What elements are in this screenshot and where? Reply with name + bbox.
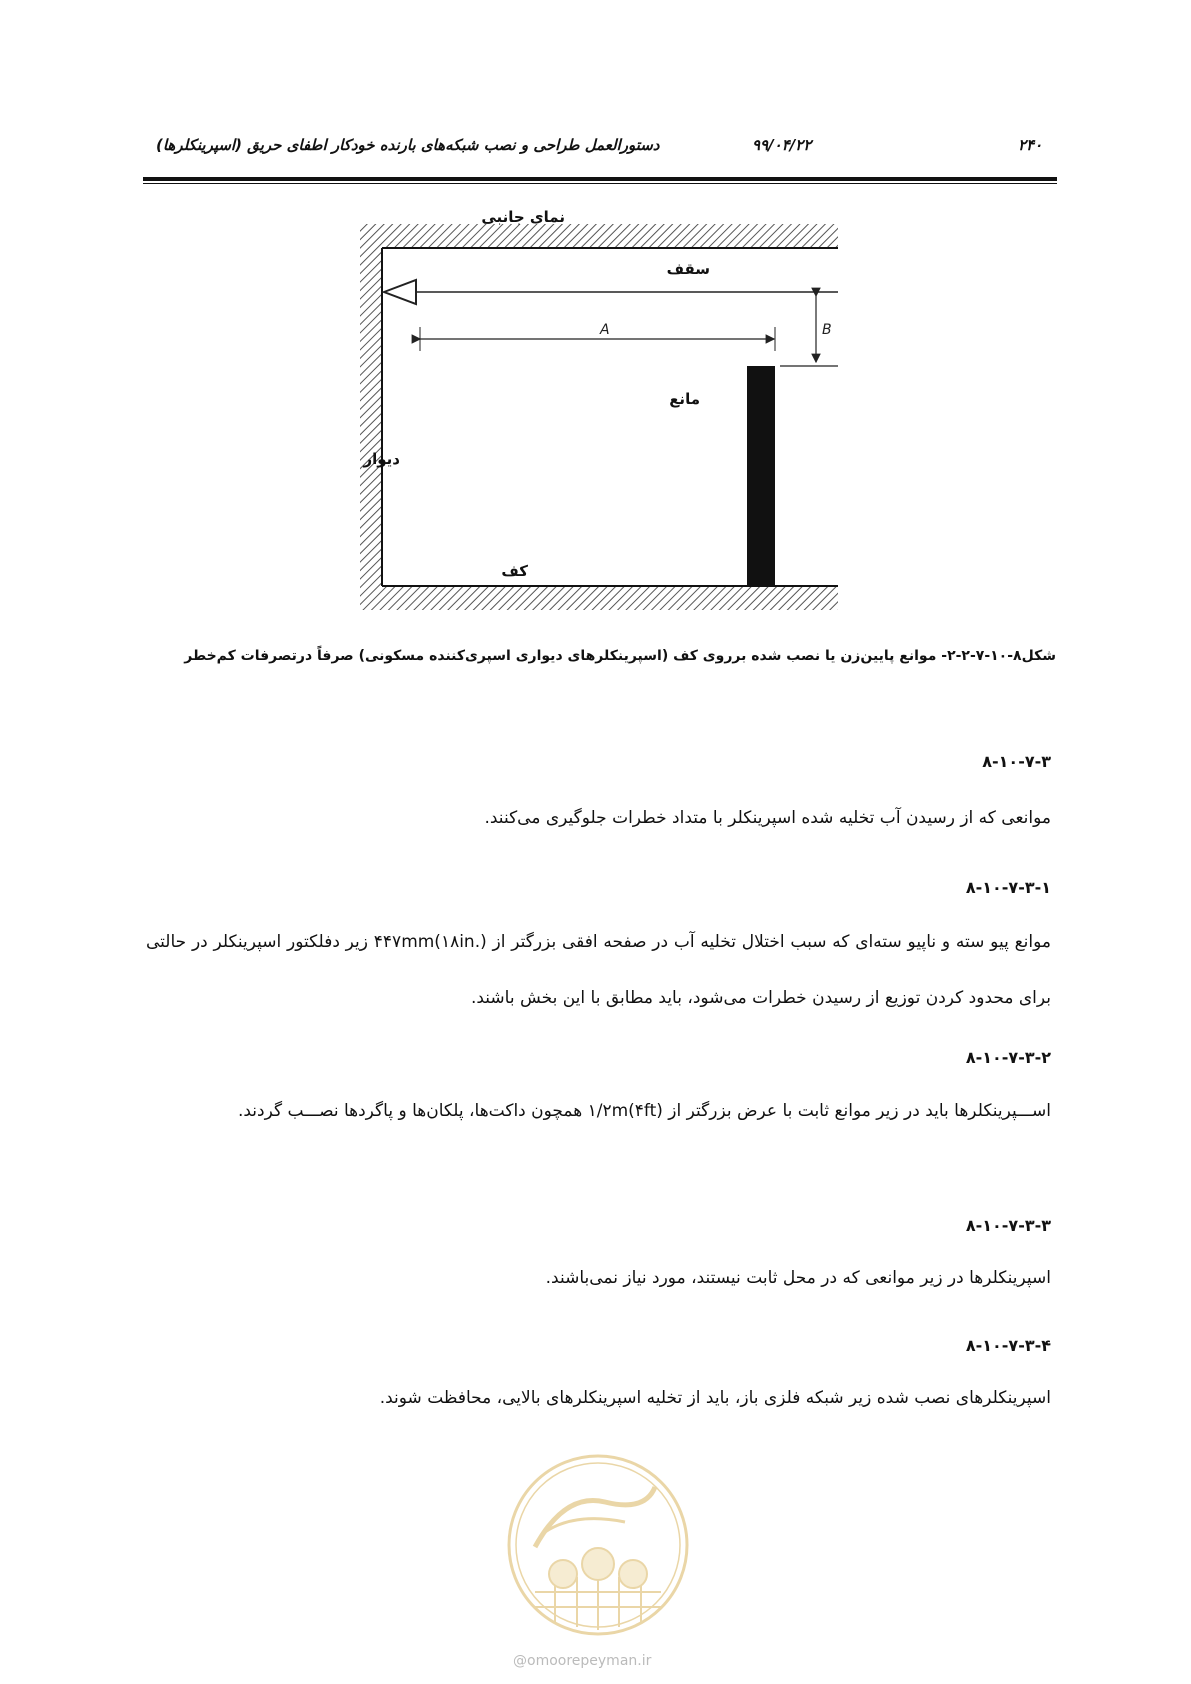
header-title: دستورالعمل طراحی و نصب شبکه‌های بارنده خودکار اطفای حریق (اسپرینکلرها) bbox=[156, 136, 660, 154]
figure-caption: شکل۸-۱۰-۷-۲-۲- موانع پایین‌زن یا نصب شده برروی کف (اسپرینکلرهای دیواری اسپری‌کننده مسکونی) صرفاً درتصرفات کم‌خطر bbox=[184, 648, 1056, 664]
header-rule-thick bbox=[143, 177, 1057, 181]
header-rule-thin bbox=[143, 183, 1057, 184]
sprinkler-icon bbox=[384, 280, 416, 304]
watermark-logo bbox=[505, 1452, 691, 1638]
side-view-diagram bbox=[360, 208, 850, 622]
section-text: اسپرینکلرها در زیر موانعی که در محل ثابت نیستند، مورد نیاز نمی‌باشند. bbox=[545, 1268, 1051, 1288]
obstruction-label: مانع bbox=[669, 390, 700, 408]
floor-label: کف bbox=[501, 562, 528, 580]
ceiling-hatch bbox=[360, 224, 838, 248]
header-date: ۹۹/۰۴/۲۲ bbox=[752, 136, 812, 154]
section-text: اسپرینکلرهای نصب شده زیر شبکه فلزی باز، باید از تخلیه اسپرینکلرهای بالایی، محافظت شوند. bbox=[379, 1388, 1051, 1408]
obstruction-bar bbox=[747, 366, 775, 586]
section-number: ۸-۱۰-۷-۳-۴ bbox=[965, 1336, 1051, 1355]
wall-hatch bbox=[360, 224, 382, 610]
section-text: اســـپرینکلرها باید در زیر موانع ثابت با عرض بزرگتر از ۱/۲m(۴ft) همچون داکت‌ها، پلکان‌ها و پاگردها نصـــب گردند. bbox=[237, 1101, 1051, 1121]
section-text: موانع پیو سته و ناپیو سته‌ای که سبب اختلال تخلیه آب در صفحه افقی بزرگتر از ۴۴۷mm(۱۸in.) زیر دفلکتور اسپرینکلر در حالتی برای محدود کردن توزیع از رسیدن خطرات می‌شود، باید مطابق با این بخش باشند. bbox=[146, 932, 1052, 1008]
dim-b-label: B bbox=[822, 322, 832, 338]
section-number: ۸-۱۰-۷-۳ bbox=[982, 752, 1051, 771]
floor-hatch bbox=[360, 586, 838, 610]
view-label: نمای جانبی bbox=[481, 208, 565, 226]
section-number: ۸-۱۰-۷-۳-۱ bbox=[965, 878, 1051, 897]
section-number: ۸-۱۰-۷-۳-۳ bbox=[965, 1216, 1051, 1235]
dim-a-label: A bbox=[600, 322, 610, 338]
watermark-url: @omoorepeyman.ir bbox=[513, 1653, 652, 1669]
section-text: موانعی که از رسیدن آب تخلیه شده اسپرینکلر با متداد خطرات جلوگیری می‌کنند. bbox=[484, 808, 1051, 828]
section-number: ۸-۱۰-۷-۳-۲ bbox=[965, 1048, 1051, 1067]
ceiling-label: سقف bbox=[666, 260, 710, 278]
wall-label: دیوار bbox=[363, 450, 400, 468]
page-number: ۲۴۰ bbox=[1018, 136, 1043, 154]
